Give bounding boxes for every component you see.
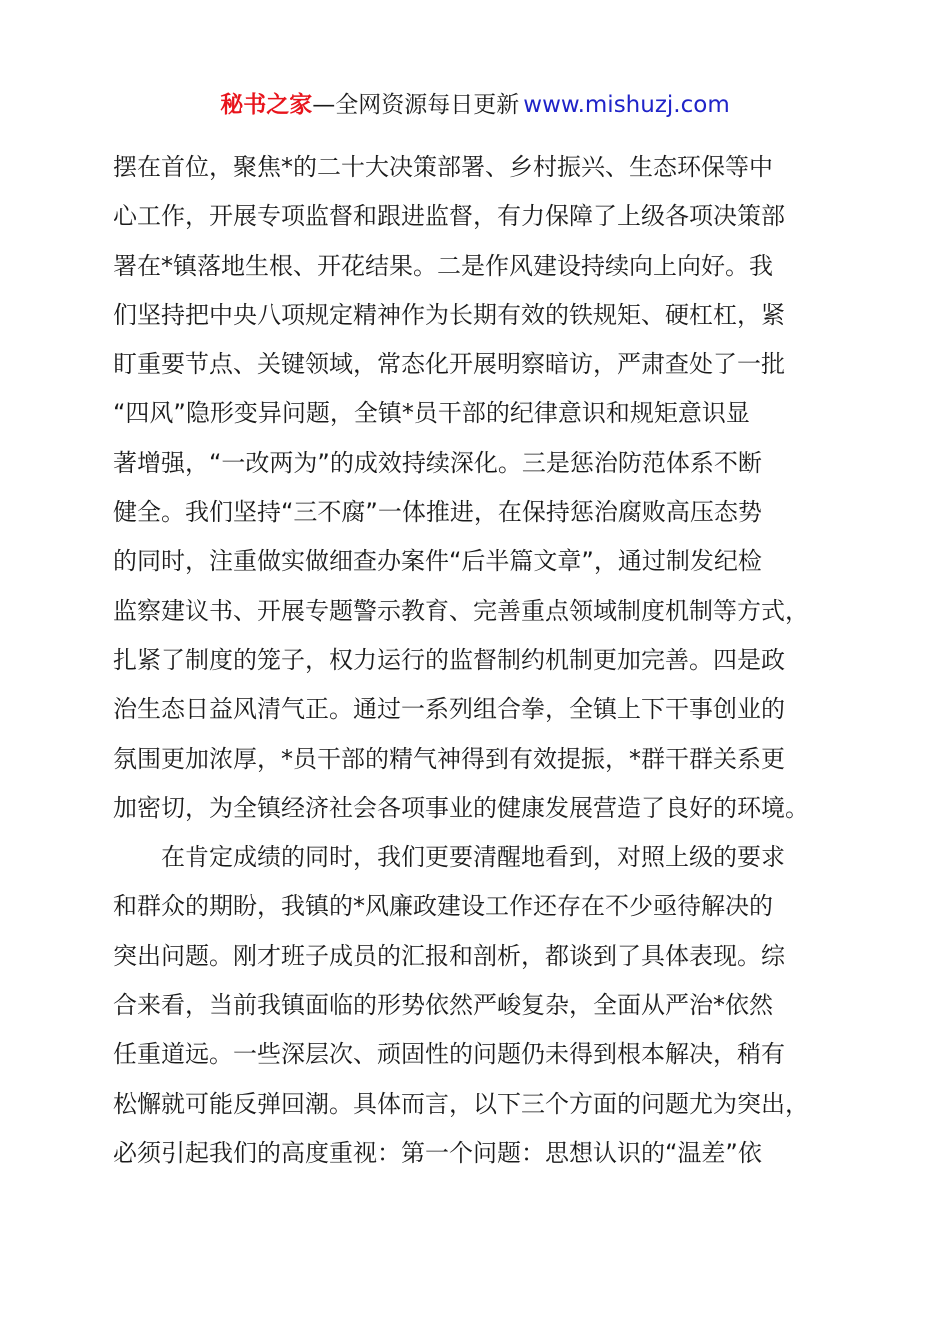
text-line: 任重道远。一些深层次、顽固性的问题仍未得到根本解决，稍有 <box>113 1040 785 1069</box>
text-line: 盯重要节点、关键领域，常态化开展明察暗访，严肃查处了一批 <box>113 350 785 379</box>
text-line: 加密切，为全镇经济社会各项事业的健康发展营造了良好的环境。 <box>113 793 809 822</box>
document-body <box>113 147 833 1182</box>
text-line: 突出问题。刚才班子成员的汇报和剖析，都谈到了具体表现。综 <box>113 941 785 970</box>
text-line: “四风”隐形变异问题，全镇*员干部的纪律意识和规矩意识显 <box>113 399 750 428</box>
page-header <box>0 88 950 122</box>
text-line: 治生态日益风清气正。通过一系列组合拳，全镇上下干事创业的 <box>113 695 785 724</box>
brand-name: 秘书之家 <box>220 92 313 118</box>
header-tagline: —全网资源每日更新 <box>312 92 520 118</box>
text-line: 心工作，开展专项监督和跟进监督，有力保障了上级各项决策部 <box>113 202 785 231</box>
text-line: 监察建议书、开展专题警示教育、完善重点领域制度机制等方式， <box>113 596 809 625</box>
text-line: 著增强，“一改两为”的成效持续深化。三是惩治防范体系不断 <box>113 448 762 477</box>
text-line: 署在*镇落地生根、开花结果。二是作风建设持续向上向好。我 <box>113 251 773 280</box>
text-line: 健全。我们坚持“三不腐”一体推进，在保持惩治腐败高压态势 <box>113 498 762 527</box>
paragraph-first-line: 在肯定成绩的同时，我们更要清醒地看到，对照上级的要求 <box>161 843 785 872</box>
text-line: 合来看，当前我镇面临的形势依然严峻复杂，全面从严治*依然 <box>113 991 773 1020</box>
text-line: 必须引起我们的高度重视：第一个问题：思想认识的“温差”依 <box>113 1138 762 1167</box>
text-line: 的同时，注重做实做细查办案件“后半篇文章”，通过制发纪检 <box>113 547 762 576</box>
text-line: 氛围更加浓厚，*员干部的精气神得到有效提振，*群干群关系更 <box>113 744 785 773</box>
site-url-link[interactable]: www.mishuzj.com <box>523 92 730 118</box>
text-line: 们坚持把中央八项规定精神作为长期有效的铁规矩、硬杠杠，紧 <box>113 300 785 329</box>
text-line: 和群众的期盼，我镇的*风廉政建设工作还存在不少亟待解决的 <box>113 892 773 921</box>
text-line: 摆在首位，聚焦*的二十大决策部署、乡村振兴、生态环保等中 <box>113 153 773 181</box>
text-line: 扎紧了制度的笼子，权力运行的监督制约机制更加完善。四是政 <box>113 645 785 674</box>
text-line: 松懈就可能反弹回潮。具体而言，以下三个方面的问题尤为突出， <box>113 1089 809 1118</box>
